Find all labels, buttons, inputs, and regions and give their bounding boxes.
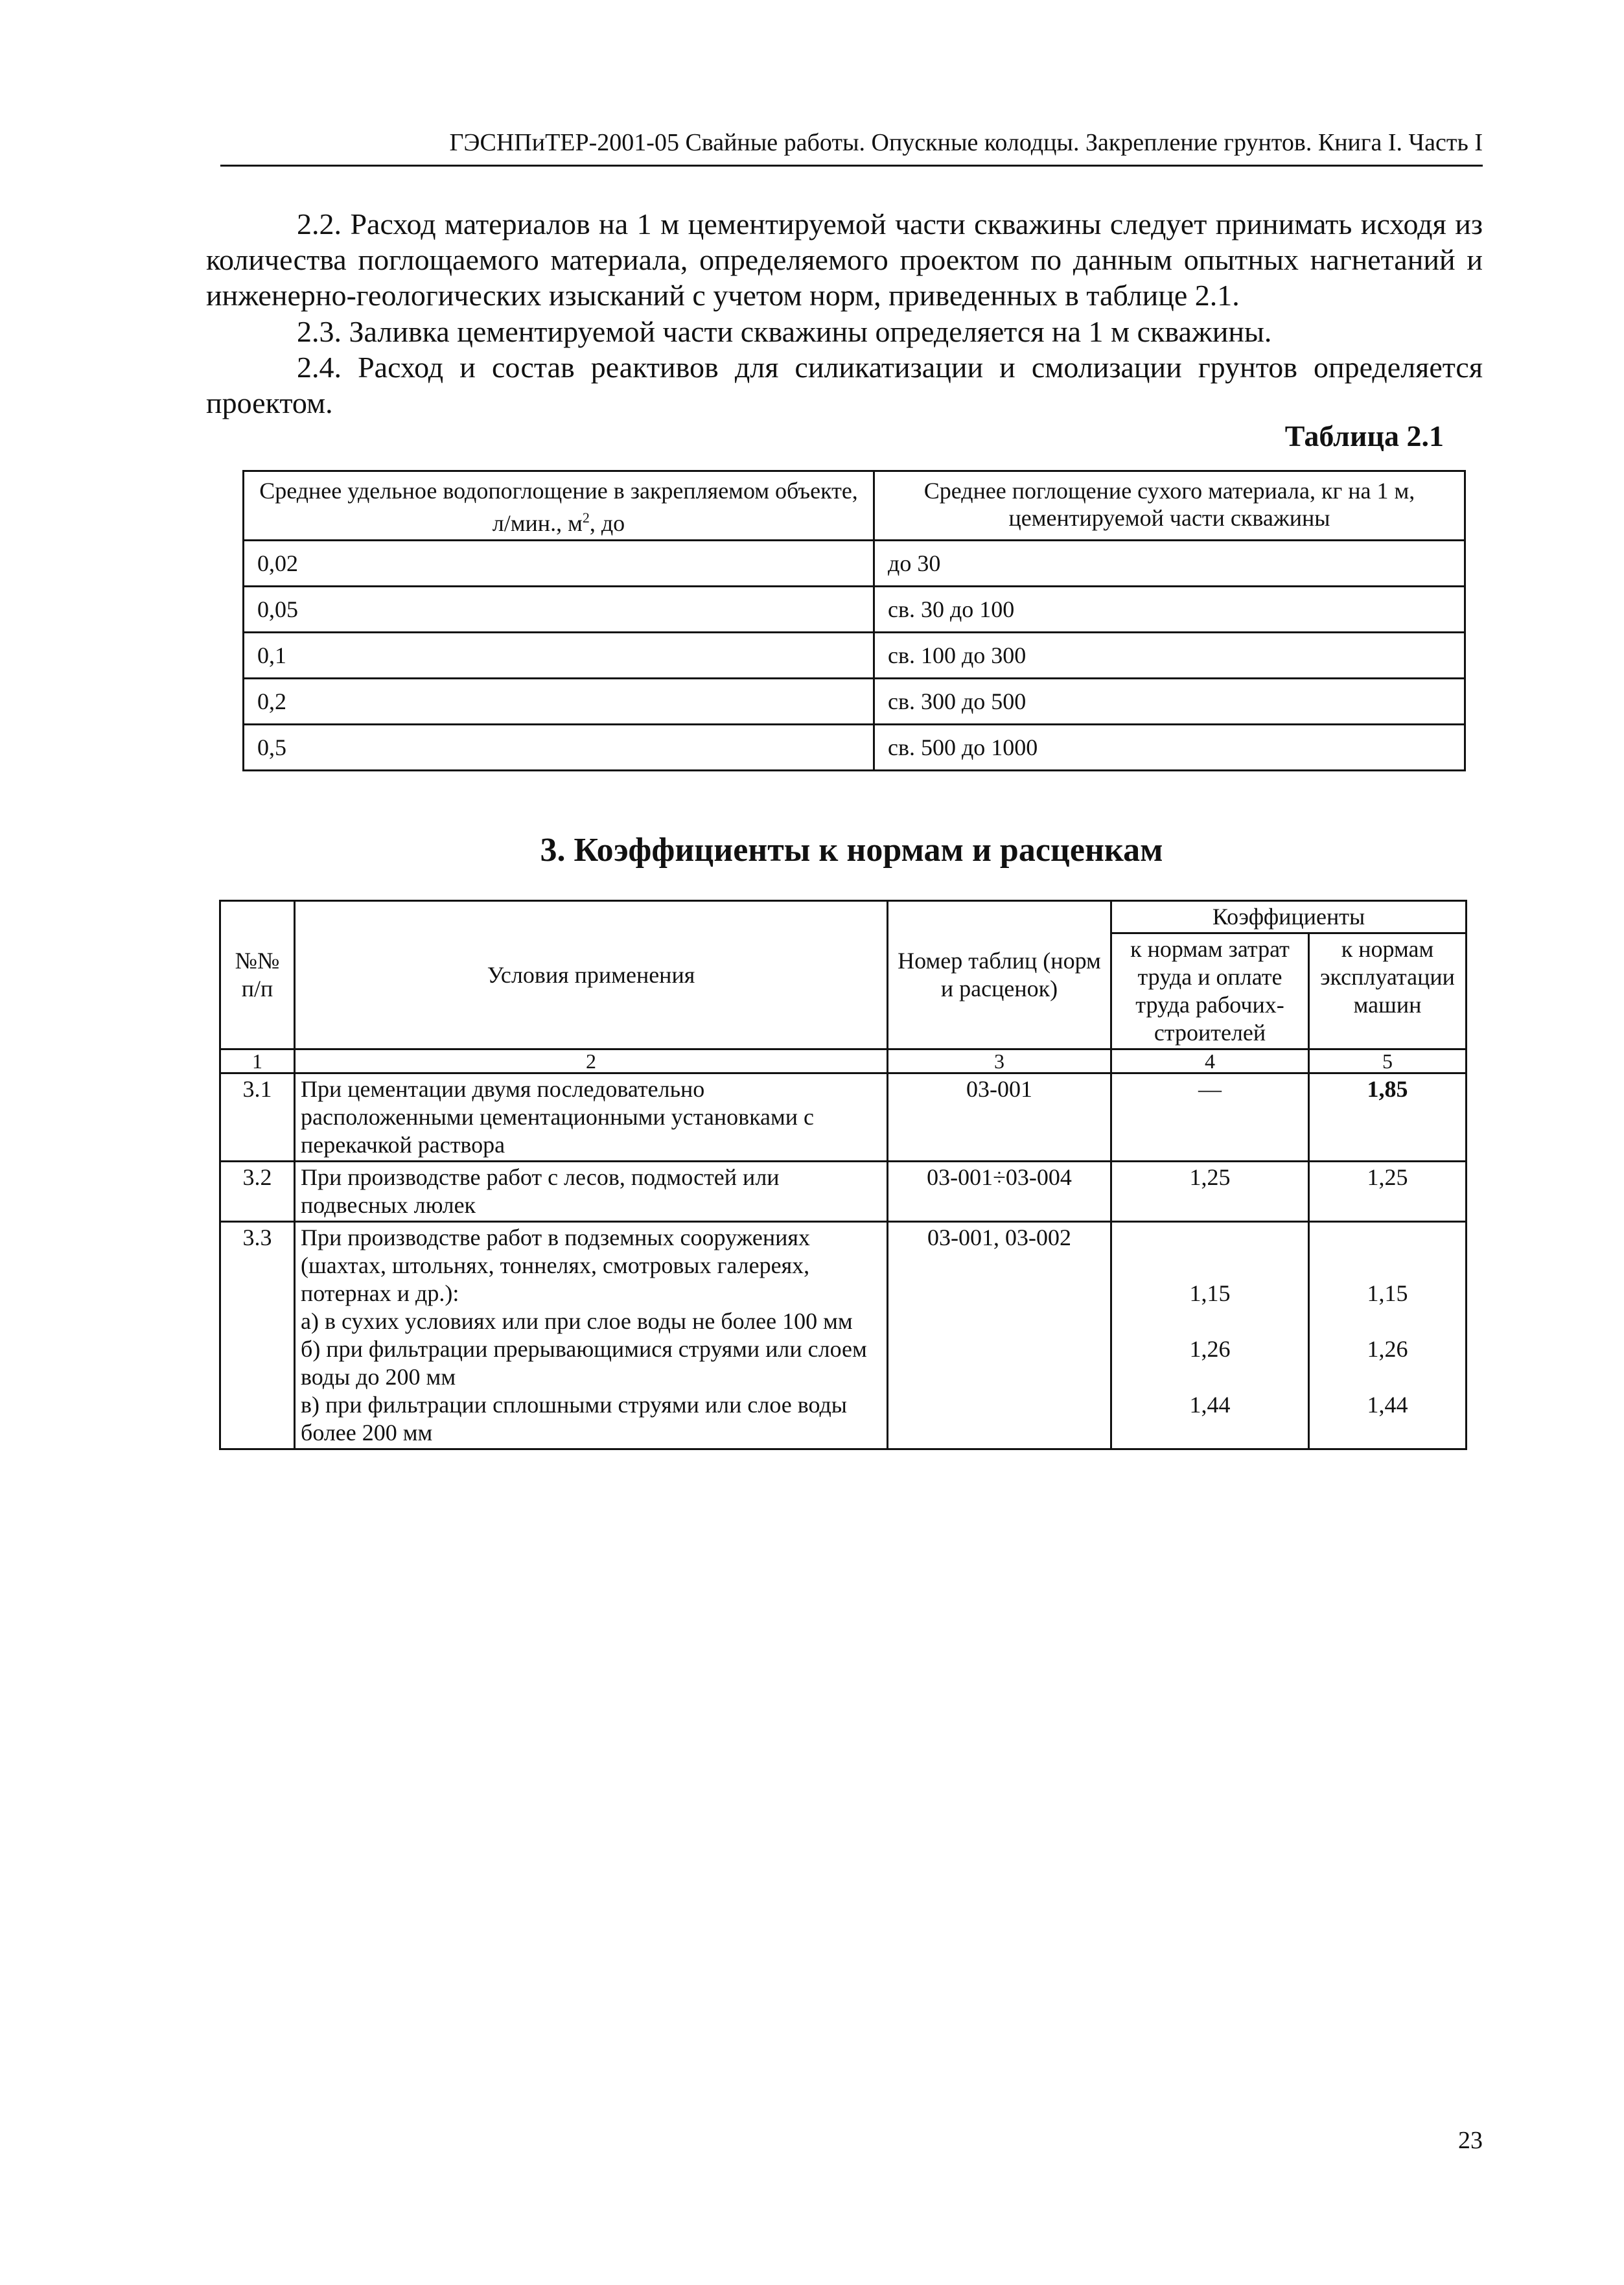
machines-coefficient-a: 1,15 bbox=[1367, 1280, 1408, 1306]
table-row bbox=[220, 1222, 1467, 1449]
table-row bbox=[220, 1162, 1467, 1222]
water-absorption-header: Среднее удельное водопоглощение в закрепляемом объекте, л/мин., $м^2$, до bbox=[244, 471, 874, 541]
water-absorption-cell: 0,1 bbox=[244, 633, 874, 679]
condition-intro: При производстве работ в подземных сооружениях (шахтах, штольнях, тоннелях, смотровых галереях, потернах и др.): bbox=[301, 1225, 810, 1306]
row-number: 3.1 bbox=[220, 1073, 295, 1162]
machines-coefficient-header: к нормам эксплуатации машин bbox=[1309, 933, 1467, 1049]
header-rule bbox=[220, 165, 1483, 167]
coefficients-header: Коэффициенты bbox=[1111, 901, 1467, 933]
table-row bbox=[244, 541, 1465, 587]
num-header: №№ п/п bbox=[220, 901, 295, 1049]
tables-header: Номер таблиц (норм и расценок) bbox=[888, 901, 1111, 1049]
material-absorption-cell: до 30 bbox=[874, 541, 1465, 587]
column-number: 5 bbox=[1309, 1049, 1467, 1073]
table-2-1-caption: Таблица 2.1 bbox=[1284, 419, 1444, 452]
paragraph-2-3: 2.3. Заливка цементируемой части скважины определяется на 1 м скважины. bbox=[297, 315, 1272, 348]
table-row bbox=[220, 1073, 1467, 1162]
table-header-row bbox=[220, 901, 1467, 933]
running-header: ГЭСНПиТЕР-2001-05 Свайные работы. Опускные колодцы. Закрепление грунтов. Книга I. Часть I bbox=[449, 129, 1483, 156]
water-absorption-cell: 0,05 bbox=[244, 587, 874, 633]
coefficients-table bbox=[219, 900, 1467, 1450]
material-absorption-cell: св. 300 до 500 bbox=[874, 679, 1465, 725]
table-row bbox=[244, 587, 1465, 633]
condition-cell: При цементации двумя последовательно расположенными цементационными установками с перекачкой раствора bbox=[295, 1073, 888, 1162]
tables-cell: 03-001 bbox=[888, 1073, 1111, 1162]
column-number: 3 bbox=[888, 1049, 1111, 1073]
condition-sub-a: а) в сухих условиях или при слое воды не более 100 мм bbox=[301, 1308, 853, 1334]
condition-sub-b: б) при фильтрации прерывающимися струями или слоем воды до 200 мм bbox=[301, 1336, 867, 1390]
paragraph-2-2: 2.2. Расход материалов на 1 м цементируемой части скважины следует принимать исходя из количества поглощаемого материала, определяемого проектом по данным опытных нагнетаний и инженерно-геологических изысканий с учетом норм, приведенных в таблице 2.1. bbox=[206, 207, 1483, 312]
material-absorption-cell: св. 100 до 300 bbox=[874, 633, 1465, 679]
condition-sub-c: в) при фильтрации сплошными струями или слое воды более 200 мм bbox=[301, 1392, 847, 1446]
condition-cell bbox=[295, 1222, 888, 1449]
column-number: 1 bbox=[220, 1049, 295, 1073]
tables-cell: 03-001÷03-004 bbox=[888, 1162, 1111, 1222]
labor-coefficient-a: 1,15 bbox=[1189, 1280, 1231, 1306]
labor-coefficient-cell: 1,25 bbox=[1111, 1162, 1309, 1222]
water-absorption-cell: 0,02 bbox=[244, 541, 874, 587]
labor-coefficient-cell bbox=[1111, 1222, 1309, 1449]
machines-coefficient-c: 1,44 bbox=[1367, 1392, 1408, 1418]
condition-cell: При производстве работ с лесов, подмостей или подвесных люлек bbox=[295, 1162, 888, 1222]
section-3-title: 3. Коэффициенты к нормам и расценкам bbox=[540, 832, 1163, 869]
row-number: 3.2 bbox=[220, 1162, 295, 1222]
material-absorption-cell: св. 30 до 100 bbox=[874, 587, 1465, 633]
paragraph-2-4: 2.4. Расход и состав реактивов для силикатизации и смолизации грунтов определяется проектом. bbox=[206, 351, 1483, 419]
machines-coefficient-cell: 1,85 bbox=[1309, 1073, 1467, 1162]
labor-coefficient-header: к нормам затрат труда и оплате труда рабочих-строителей bbox=[1111, 933, 1309, 1049]
table-row bbox=[244, 633, 1465, 679]
table-header-row bbox=[244, 471, 1465, 541]
table-row bbox=[244, 725, 1465, 771]
row-number: 3.3 bbox=[220, 1222, 295, 1449]
labor-coefficient-cell: — bbox=[1111, 1073, 1309, 1162]
machines-coefficient-cell: 1,25 bbox=[1309, 1162, 1467, 1222]
table-2-1 bbox=[242, 470, 1466, 771]
machines-coefficient-cell bbox=[1309, 1222, 1467, 1449]
water-absorption-cell: 0,2 bbox=[244, 679, 874, 725]
column-number: 2 bbox=[295, 1049, 888, 1073]
column-number: 4 bbox=[1111, 1049, 1309, 1073]
labor-coefficient-b: 1,26 bbox=[1189, 1336, 1231, 1362]
labor-coefficient-c: 1,44 bbox=[1189, 1392, 1231, 1418]
tables-cell: 03-001, 03-002 bbox=[888, 1222, 1111, 1449]
page-number: 23 bbox=[1458, 2127, 1483, 2154]
conditions-header: Условия применения bbox=[295, 901, 888, 1049]
water-absorption-cell: 0,5 bbox=[244, 725, 874, 771]
material-absorption-header: Среднее поглощение сухого материала, кг на 1 м, цементируемой части скважины bbox=[874, 471, 1465, 541]
machines-coefficient-b: 1,26 bbox=[1367, 1336, 1408, 1362]
table-row bbox=[244, 679, 1465, 725]
material-absorption-cell: св. 500 до 1000 bbox=[874, 725, 1465, 771]
column-numbers-row bbox=[220, 1049, 1467, 1073]
